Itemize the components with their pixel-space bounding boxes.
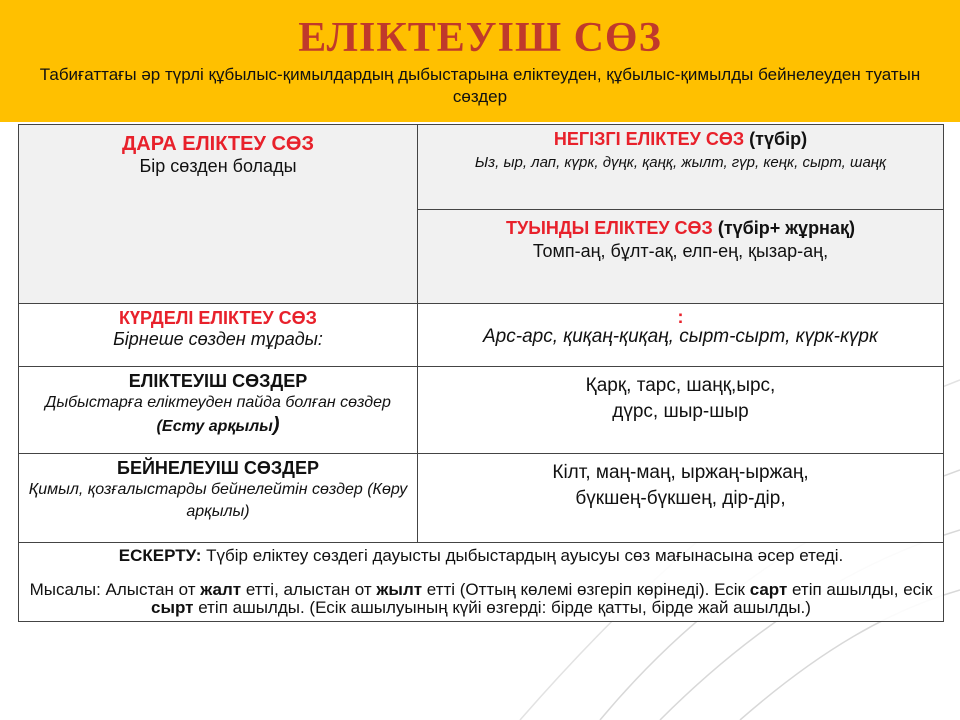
example-bold: жылт [376, 580, 423, 599]
classification-table [18, 124, 944, 622]
cell-tuyndy [418, 210, 944, 304]
tuyndy-suffix: (түбір+ жұрнақ) [712, 218, 855, 239]
example-text: етті (Оттың көлемі өзгеріп көрінеді). Есік [422, 580, 750, 599]
cell-kurdeli [19, 304, 418, 367]
dara-heading: ДАРА ЕЛІКТЕУ СӨЗ [122, 133, 314, 155]
negizgi-examples: Ыз, ыр, лап, күрк, дүңк, қаңқ, жылт, гүр, кеңк, сырт, шаңқ [474, 154, 887, 171]
eliktewish-examples-1: Қарқ, тарс, шаңқ,ырс, [585, 375, 776, 396]
eliktewish-heading: ЕЛІКТЕУІШ СӨЗДЕР [128, 371, 308, 391]
footnote-label: ЕСКЕРТУ: [118, 546, 202, 565]
tuyndy-examples: Томп-аң, бұлт-ақ, елп-ең, қызар-аң, [532, 241, 829, 262]
example-text: Мысалы: Алыстан от [29, 580, 201, 599]
beinelewish-desc: Қимыл, қозғалыстарды бейнелейтін сөздер (Көру арқылы) [28, 481, 408, 520]
example-bold: сырт [151, 598, 194, 617]
dara-desc: Бір сөзден болады [139, 156, 297, 176]
kurdeli-marker: : [677, 307, 684, 327]
example-bold: сарт [749, 580, 788, 599]
negizgi-heading: НЕГІЗГІ ЕЛІКТЕУ СӨЗ [553, 129, 745, 149]
kurdeli-examples: Арс-арс, қиқаң-қиқаң, сырт-сырт, күрк-күрк [483, 326, 878, 347]
cell-beinelewish [19, 454, 418, 543]
example-bold: жалт [200, 580, 242, 599]
cell-dara [19, 125, 418, 304]
kurdeli-desc: Бірнеше сөзден тұрады: [113, 329, 323, 349]
table-row [19, 125, 944, 210]
page-subtitle: Табиғаттағы әр түрлі құбылыс-қимылдардың дыбыстарына еліктеуден, құбылыс-қимылды бейнелеуден туатын сөздер [39, 65, 921, 106]
page-title: ЕЛІКТЕУІШ СӨЗ [298, 15, 662, 61]
title-banner [0, 0, 960, 122]
eliktewish-note: (Есту арқылы [156, 418, 273, 435]
table-row [19, 367, 944, 454]
beinelewish-examples-2: бүкшең-бүкшең, дір-дір, [575, 488, 786, 509]
eliktewish-desc: Дыбыстарға еліктеуден пайда болған сөздер [45, 394, 391, 411]
tuyndy-heading: ТУЫНДЫ ЕЛІКТЕУ СӨЗ [506, 218, 713, 239]
table-row [19, 304, 944, 367]
eliktewish-examples-2: дүрс, шыр-шыр [612, 401, 749, 422]
cell-eliktewish [19, 367, 418, 454]
example-text: етіп ашылды. (Есік ашылуының күйі өзгерді: бірде қатты, бірде жай ашылды.) [193, 598, 811, 617]
cell-negizgi [418, 125, 944, 210]
footnote-example [25, 581, 937, 617]
table-row [19, 543, 944, 622]
eliktewish-note-close: ) [272, 414, 280, 436]
example-text: етті, алыстан от [241, 580, 377, 599]
kurdeli-heading: КҮРДЕЛІ ЕЛІКТЕУ СӨЗ [119, 308, 317, 328]
cell-beinelewish-examples [418, 454, 944, 543]
footnote-text: Түбір еліктеу сөздегі дауысты дыбыстардың ауысуы сөз мағынасына әсер етеді. [201, 546, 844, 565]
table-row [19, 454, 944, 543]
beinelewish-heading: БЕЙНЕЛЕУІШ СӨЗДЕР [117, 458, 319, 478]
beinelewish-examples-1: Кілт, маң-маң, ыржаң-ыржаң, [552, 462, 809, 483]
cell-kurdeli-examples [418, 304, 944, 367]
footnote-cell [19, 543, 944, 622]
negizgi-suffix: (түбір) [744, 129, 808, 149]
cell-eliktewish-examples [418, 367, 944, 454]
example-text: етіп ашылды, есік [787, 580, 933, 599]
